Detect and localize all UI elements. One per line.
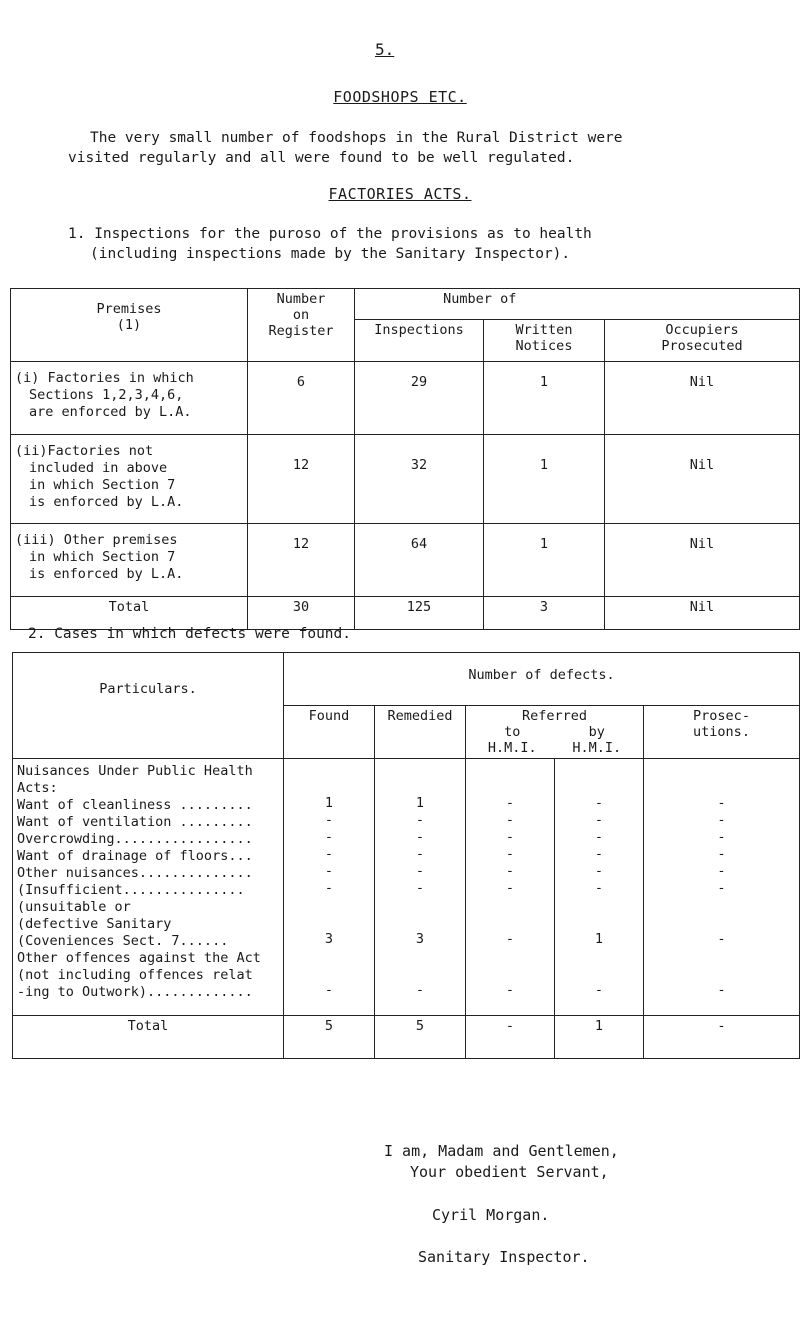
prosecutions-value: - <box>717 829 726 845</box>
prosecuted-cell: Nil <box>605 435 800 524</box>
total-notices: 3 <box>484 597 605 630</box>
notices-cell: 1 <box>484 435 605 524</box>
prosecutions-value <box>648 914 795 931</box>
referred-by-label: by <box>588 724 605 740</box>
particulars-item: Acts: <box>17 780 58 796</box>
row-label-line: are enforced by L.A. <box>29 404 192 420</box>
found-value <box>288 914 370 931</box>
referred-to-value <box>470 914 550 931</box>
remedied-value: 3 <box>415 931 425 947</box>
remedied-value: - <box>415 880 425 896</box>
inspections-cell: 32 <box>355 435 484 524</box>
remedied-header: Remedied <box>375 706 466 759</box>
register-cell: 12 <box>248 524 355 597</box>
occupiers-header-line-1: Occupiers <box>665 322 739 338</box>
register-header <box>248 289 355 362</box>
particulars-item: (Coveniences Sect. 7...... <box>17 933 229 949</box>
particulars-list <box>13 759 284 1016</box>
found-value: - <box>324 812 334 828</box>
particulars-item: Other nuisances.............. <box>17 865 253 881</box>
remedied-value: - <box>415 812 425 828</box>
section1-line-1: 1. Inspections for the puroso of the provisions as to health <box>68 226 592 242</box>
prosecuted-cell: Nil <box>605 362 800 435</box>
referred-to-value: - <box>505 829 515 845</box>
row-label-line: is enforced by L.A. <box>29 494 184 510</box>
referred-by-hmi: H.M.I. <box>572 740 622 756</box>
inspections-header: Inspections <box>355 320 484 362</box>
prosecutions-value: - <box>717 863 726 879</box>
particulars-item: -ing to Outwork)............. <box>17 984 253 1000</box>
referred-to-value <box>470 948 550 965</box>
referred-by-value <box>559 965 639 982</box>
referred-to-value <box>470 761 550 778</box>
found-value: - <box>324 829 334 845</box>
referred-by-column <box>555 759 644 1016</box>
referred-to-value <box>470 778 550 795</box>
total-inspections: 125 <box>355 597 484 630</box>
found-header: Found <box>284 706 375 759</box>
register-cell: 12 <box>248 435 355 524</box>
prosecutions-header-line-1: Prosec- <box>693 708 750 724</box>
found-column <box>284 759 375 1016</box>
found-value <box>288 948 370 965</box>
referred-to-value <box>470 897 550 914</box>
particulars-item: Want of ventilation ......... <box>17 814 253 830</box>
register-cell: 6 <box>248 362 355 435</box>
row-label-line: (i) Factories in which <box>15 370 194 386</box>
prosecutions-value <box>648 778 795 795</box>
remedied-value <box>379 897 461 914</box>
defects-table <box>12 652 800 1059</box>
prosecuted-cell: Nil <box>605 524 800 597</box>
total-label: Total <box>13 1016 284 1059</box>
total-prosecuted: Nil <box>605 597 800 630</box>
referred-by-value: - <box>594 880 604 896</box>
total-label: Total <box>11 597 248 630</box>
referred-to-value: - <box>505 880 515 896</box>
particulars-item: Want of cleanliness ......... <box>17 797 253 813</box>
prosecutions-value: - <box>717 982 726 998</box>
particulars-item: Want of drainage of floors... <box>17 848 253 864</box>
referred-header-label: Referred <box>521 708 588 724</box>
row-label-line: is enforced by L.A. <box>29 566 184 582</box>
remedied-value <box>379 761 461 778</box>
remedied-column <box>375 759 466 1016</box>
notices-header-line-2: Notices <box>515 338 573 354</box>
found-value: 3 <box>324 931 334 947</box>
row-label-line: in which Section 7 <box>29 477 176 493</box>
total-referred-to: - <box>466 1016 555 1059</box>
total-remedied: 5 <box>375 1016 466 1059</box>
section1-line-2: (including inspections made by the Sanitary Inspector). <box>90 246 571 262</box>
found-value: - <box>324 846 334 862</box>
found-value <box>288 761 370 778</box>
referred-to-label: to <box>504 724 521 740</box>
referred-to-value <box>470 965 550 982</box>
referred-to-value: - <box>505 863 515 879</box>
row-label-line: in which Section 7 <box>29 549 176 565</box>
referred-to-value: - <box>505 795 515 811</box>
signatory-role: Sanitary Inspector. <box>418 1248 590 1266</box>
premises-header-label: Premises <box>96 301 162 317</box>
prosecutions-header <box>644 706 800 759</box>
found-value <box>288 778 370 795</box>
page-number: 5. <box>375 40 395 59</box>
found-value <box>288 897 370 914</box>
prosecutions-value <box>648 761 795 778</box>
particulars-item: Overcrowding................. <box>17 831 253 847</box>
referred-by-value: 1 <box>594 931 604 947</box>
foodshops-paragraph-line-1: The very small number of foodshops in the Rural District were <box>90 130 623 146</box>
referred-by-value: - <box>594 846 604 862</box>
particulars-item: (not including offences relat <box>17 967 253 983</box>
signature: Cyril Morgan. <box>432 1206 550 1224</box>
referred-to-value: - <box>505 982 515 998</box>
foodshops-paragraph-line-2: visited regularly and all were found to be well regulated. <box>68 150 575 166</box>
remedied-value: - <box>415 829 425 845</box>
particulars-item: (unsuitable or <box>17 899 131 915</box>
referred-by-value <box>559 897 639 914</box>
particulars-item: (defective Sanitary <box>17 916 172 932</box>
row-label <box>11 435 248 524</box>
prosecutions-value <box>648 948 795 965</box>
notices-cell: 1 <box>484 362 605 435</box>
prosecutions-column <box>644 759 800 1016</box>
total-prosecutions: - <box>644 1016 800 1059</box>
found-value: - <box>324 982 334 998</box>
closing-line-2: Your obedient Servant, <box>410 1163 609 1181</box>
row-label-line: Sections 1,2,3,4,6, <box>29 387 184 403</box>
notices-header <box>484 320 605 362</box>
remedied-value: - <box>415 982 425 998</box>
referred-by-value <box>559 778 639 795</box>
defects-header: Number of defects. <box>284 653 800 706</box>
particulars-item: Other offences against the Act <box>17 950 261 966</box>
referred-to-value: - <box>505 846 515 862</box>
table-row <box>11 524 800 597</box>
register-header-line-2: on <box>292 307 310 323</box>
remedied-value: 1 <box>415 795 425 811</box>
total-register: 30 <box>248 597 355 630</box>
row-label-line: (iii) Other premises <box>15 532 178 548</box>
row-label <box>11 524 248 597</box>
register-header-line-1: Number <box>276 291 326 307</box>
prosecutions-value: - <box>717 931 726 947</box>
inspections-cell: 64 <box>355 524 484 597</box>
particulars-item: (Insufficient............... <box>17 882 245 898</box>
referred-to-value: - <box>505 931 515 947</box>
referred-header <box>466 706 644 759</box>
referred-by-value <box>559 761 639 778</box>
prosecutions-value <box>648 965 795 982</box>
premises-header-number: (1) <box>116 317 142 333</box>
prosecutions-value: - <box>717 795 726 811</box>
section2-heading: 2. Cases in which defects were found. <box>28 626 352 642</box>
total-referred-by: 1 <box>555 1016 644 1059</box>
number-of-header-blank <box>605 289 800 320</box>
found-value: 1 <box>324 795 334 811</box>
row-label-line: included in above <box>29 460 168 476</box>
referred-to-column <box>466 759 555 1016</box>
remedied-value <box>379 948 461 965</box>
prosecutions-value <box>648 897 795 914</box>
occupiers-header-line-2: Prosecuted <box>661 338 743 354</box>
referred-by-value: - <box>594 795 604 811</box>
inspections-cell: 29 <box>355 362 484 435</box>
found-value: - <box>324 880 334 896</box>
found-value: - <box>324 863 334 879</box>
prosecutions-value: - <box>717 846 726 862</box>
table-row <box>11 362 800 435</box>
closing-line: I am, Madam and Gentlemen, <box>384 1142 619 1160</box>
notices-cell: 1 <box>484 524 605 597</box>
particulars-header: Particulars. <box>13 653 284 759</box>
prosecutions-value: - <box>717 812 726 828</box>
referred-by-value: - <box>594 829 604 845</box>
referred-by-value <box>559 948 639 965</box>
notices-header-line-1: Written <box>515 322 573 338</box>
remedied-value: - <box>415 863 425 879</box>
referred-to-value: - <box>505 812 515 828</box>
referred-by-value: - <box>594 863 604 879</box>
row-label <box>11 362 248 435</box>
found-value <box>288 965 370 982</box>
remedied-value <box>379 965 461 982</box>
inspections-table <box>10 288 800 630</box>
remedied-value: - <box>415 846 425 862</box>
factories-heading: FACTORIES ACTS. <box>328 185 472 203</box>
foodshops-heading: FOODSHOPS ETC. <box>333 88 467 106</box>
remedied-value <box>379 778 461 795</box>
row-label-line: (ii)Factories not <box>15 443 154 459</box>
referred-to-hmi: H.M.I. <box>487 740 537 756</box>
referred-by-value: - <box>594 812 604 828</box>
total-row <box>13 1016 800 1059</box>
prosecutions-value: - <box>717 880 726 896</box>
particulars-item: Nuisances Under Public Health <box>17 763 253 779</box>
referred-by-value: - <box>594 982 604 998</box>
referred-by-value <box>559 914 639 931</box>
number-of-header: Number of <box>355 289 605 320</box>
occupiers-header <box>605 320 800 362</box>
total-found: 5 <box>284 1016 375 1059</box>
table-row <box>11 435 800 524</box>
prosecutions-header-line-2: utions. <box>693 724 750 740</box>
premises-header <box>11 289 248 362</box>
remedied-value <box>379 914 461 931</box>
register-header-line-3: Register <box>268 323 334 339</box>
